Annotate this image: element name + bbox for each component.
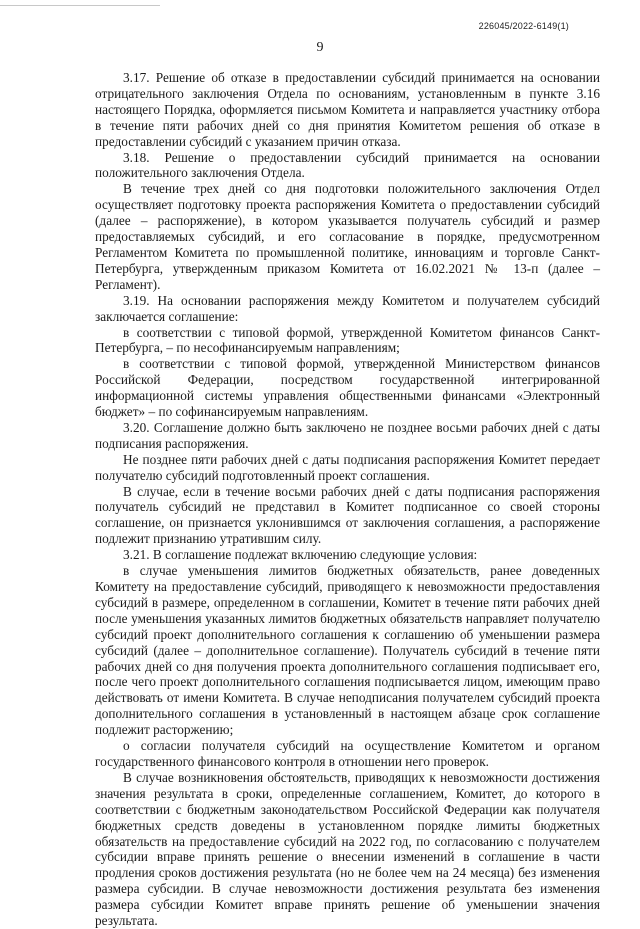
paragraph-draft-order: В течение трех дней со дня подготовки положительного заключения Отдел осуществляет подготовку проекта распоряжения Комитета о предоставлении субсидий (далее – распоряжение), в котором указывается получатель субсидий и размер предоставляемых субсидий, и его согласование в порядке, предусмотренном Регламентом Комитета по промышленной политике, инновациям и торговле Санкт-Петербурга, утвержденным приказом Комитета от 16.02.2021 № 13-п (далее – Регламент). bbox=[95, 181, 600, 292]
paragraph-3-20: 3.20. Соглашение должно быть заключено не позднее восьми рабочих дней с даты подписания распоряжения. bbox=[95, 419, 600, 451]
paragraph-form-ministry: в соответствии с типовой формой, утвержденной Министерством финансов Российской Федерации, посредством государственной интегрированной информационной системы управления общественными финансами «Электронный бюджет» – по софинансируемым направлениям. bbox=[95, 356, 600, 420]
page-number: 9 bbox=[316, 40, 324, 55]
paragraph-consent-inspections: о согласии получателя субсидий на осуществление Комитетом и органом государственного финансового контроля в отношении него проверок. bbox=[95, 738, 600, 769]
paragraph-circumstances: В случае возникновения обстоятельств, приводящих к невозможности достижения значения результата в сроки, определенные соглашением, Комитет, до которого в соответствии с бюджетным законодательством Российской Федерации как получателя бюджетных средств доведены в установленном порядке лимиты бюджетных обязательств на предоставление субсидий на 2022 год, по согласованию с получателем субсидии вправе принять решение о внесении изменений в соглашение в части продления сроков достижения результата (но не более чем на 24 месяца) без изменения размера субсидии. В случае невозможности достижения результата без изменения размера субсидии Комитет вправе принять решение об уменьшении значения результата. bbox=[95, 769, 600, 929]
paragraph-form-finance-committee: в соответствии с типовой формой, утвержденной Комитетом финансов Санкт-Петербурга, – по несофинансируемым направлениям; bbox=[95, 324, 600, 356]
paragraph-3-18: 3.18. Решение о предоставлении субсидий принимается на основании положительного заключения Отдела. bbox=[95, 149, 600, 181]
document-body bbox=[95, 70, 600, 929]
document-number: 226045/2022-6149(1) bbox=[478, 21, 569, 31]
paragraph-evasion: В случае, если в течение восьми рабочих дней с даты подписания распоряжения получатель субсидий не представил в Комитет подписанное со своей стороны соглашение, он признается уклонившимся от заключения соглашения, а распоряжение подлежит признанию утратившим силу. bbox=[95, 483, 600, 547]
paragraph-3-21: 3.21. В соглашение подлежат включению следующие условия: bbox=[123, 547, 478, 563]
scan-top-mark bbox=[0, 0, 160, 6]
paragraph-3-19: 3.19. На основании распоряжения между Комитетом и получателем субсидий заключается соглашение: bbox=[95, 292, 600, 324]
paragraph-3-17: 3.17. Решение об отказе в предоставлении субсидий принимается на основании отрицательного заключения Отдела по основаниям, установленным в пункте 3.16 настоящего Порядка, оформляется письмом Комитета и направляется участнику отбора в течение пяти рабочих дней со дня принятия Комитетом решения об отказе в предоставлении субсидий с указанием причин отказа. bbox=[95, 70, 600, 149]
paragraph-transfer-draft: Не позднее пяти рабочих дней с даты подписания распоряжения Комитет передает получателю субсидий подготовленный проект соглашения. bbox=[95, 451, 600, 483]
paragraph-limit-reduction: в случае уменьшения лимитов бюджетных обязательств, ранее доведенных Комитету на предоставление субсидий, приводящего к невозможности предоставления субсидий в размере, определенном в соглашении, Комитет в течение пяти рабочих дней после уменьшения указанных лимитов бюджетных обязательств направляет получателю субсидий проект дополнительного соглашения к соглашению об уменьшении размера субсидий (далее – дополнительное соглашение). Получатель субсидий в течение пяти рабочих дней со дня получения проекта дополнительного соглашения подписывает его, после чего проект дополнительного соглашения подписывается лицом, имеющим право действовать от имени Комитета. В случае неподписания получателем субсидий проекта дополнительного соглашения в установленный в настоящем абзаце срок соглашение подлежит расторжению; bbox=[95, 563, 600, 738]
